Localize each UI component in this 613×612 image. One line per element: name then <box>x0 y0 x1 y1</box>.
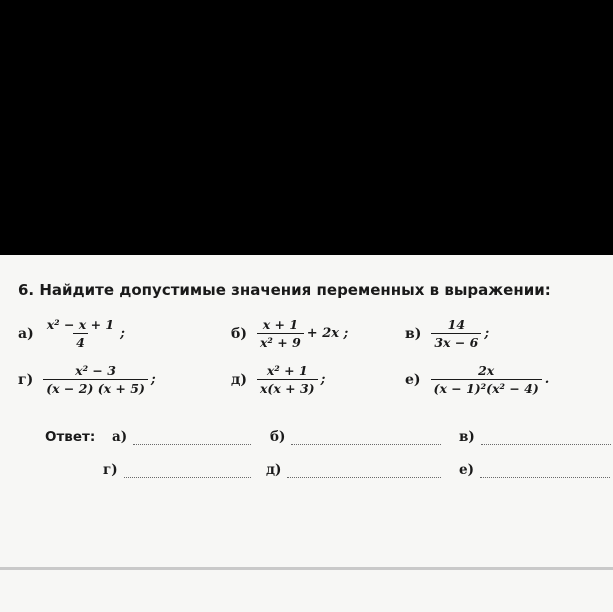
fraction <box>43 363 148 396</box>
fraction <box>257 317 304 350</box>
task-title: 6. Найдите допустимые значения переменных в выражении: <box>18 281 551 299</box>
fraction <box>44 317 117 350</box>
expression-tail: + 2x ; <box>306 326 349 341</box>
numerator: x² − 3 <box>75 363 116 378</box>
numerator: 2x <box>478 363 495 378</box>
answer-blank[interactable] <box>481 432 611 445</box>
worksheet-page <box>0 255 613 612</box>
expression-letter: д) <box>231 371 247 388</box>
denominator: x² + 9 <box>257 333 304 350</box>
answer-slot-v[interactable] <box>459 429 611 445</box>
numerator: x² − x + 1 <box>46 317 115 332</box>
answer-slot-a[interactable] <box>112 429 251 445</box>
denominator: (x − 2) (x + 5) <box>43 379 148 396</box>
answer-blank[interactable] <box>480 465 610 478</box>
answer-slot-letter: в) <box>459 429 475 445</box>
denominator: x(x + 3) <box>257 379 318 396</box>
expression-letter: б) <box>231 325 247 342</box>
expression-a <box>18 317 125 350</box>
expression-tail: ; <box>320 372 326 387</box>
expression-d <box>231 363 325 396</box>
answer-slot-letter: б) <box>270 429 286 445</box>
expression-e <box>405 363 549 396</box>
answer-slot-e[interactable] <box>459 462 610 478</box>
numerator: x² + 1 <box>266 363 308 378</box>
denominator: 4 <box>73 333 88 350</box>
answer-slot-letter: а) <box>112 429 128 445</box>
answer-slot-b[interactable] <box>270 429 441 445</box>
expression-tail: ; <box>120 326 125 341</box>
expression-v <box>405 317 489 350</box>
numerator: x + 1 <box>262 317 299 332</box>
answer-blank[interactable] <box>291 432 441 445</box>
fraction <box>431 317 481 350</box>
answer-blank[interactable] <box>287 465 441 478</box>
answer-slot-letter: г) <box>103 462 118 478</box>
expression-letter: г) <box>18 371 34 388</box>
expression-b <box>231 317 348 350</box>
answer-slot-letter: д) <box>266 462 282 478</box>
expression-letter: а) <box>18 325 34 342</box>
answer-slot-letter: е) <box>459 462 474 478</box>
page-divider <box>0 567 613 570</box>
answer-label: Ответ: <box>45 429 96 445</box>
denominator: (x − 1)²(x² − 4) <box>431 379 542 396</box>
denominator: 3x − 6 <box>431 333 481 350</box>
numerator: 14 <box>447 317 466 332</box>
expression-letter: в) <box>405 325 422 342</box>
answer-blank[interactable] <box>124 465 251 478</box>
expression-g <box>18 363 156 396</box>
answer-slot-g[interactable] <box>103 462 251 478</box>
expression-tail: ; <box>484 326 490 341</box>
fraction <box>257 363 318 396</box>
expression-letter: е) <box>405 371 421 388</box>
answer-blank[interactable] <box>133 432 251 445</box>
fraction <box>431 363 542 396</box>
expression-tail: . <box>544 372 550 387</box>
expression-tail: ; <box>150 372 156 387</box>
answer-slot-d[interactable] <box>266 462 441 478</box>
